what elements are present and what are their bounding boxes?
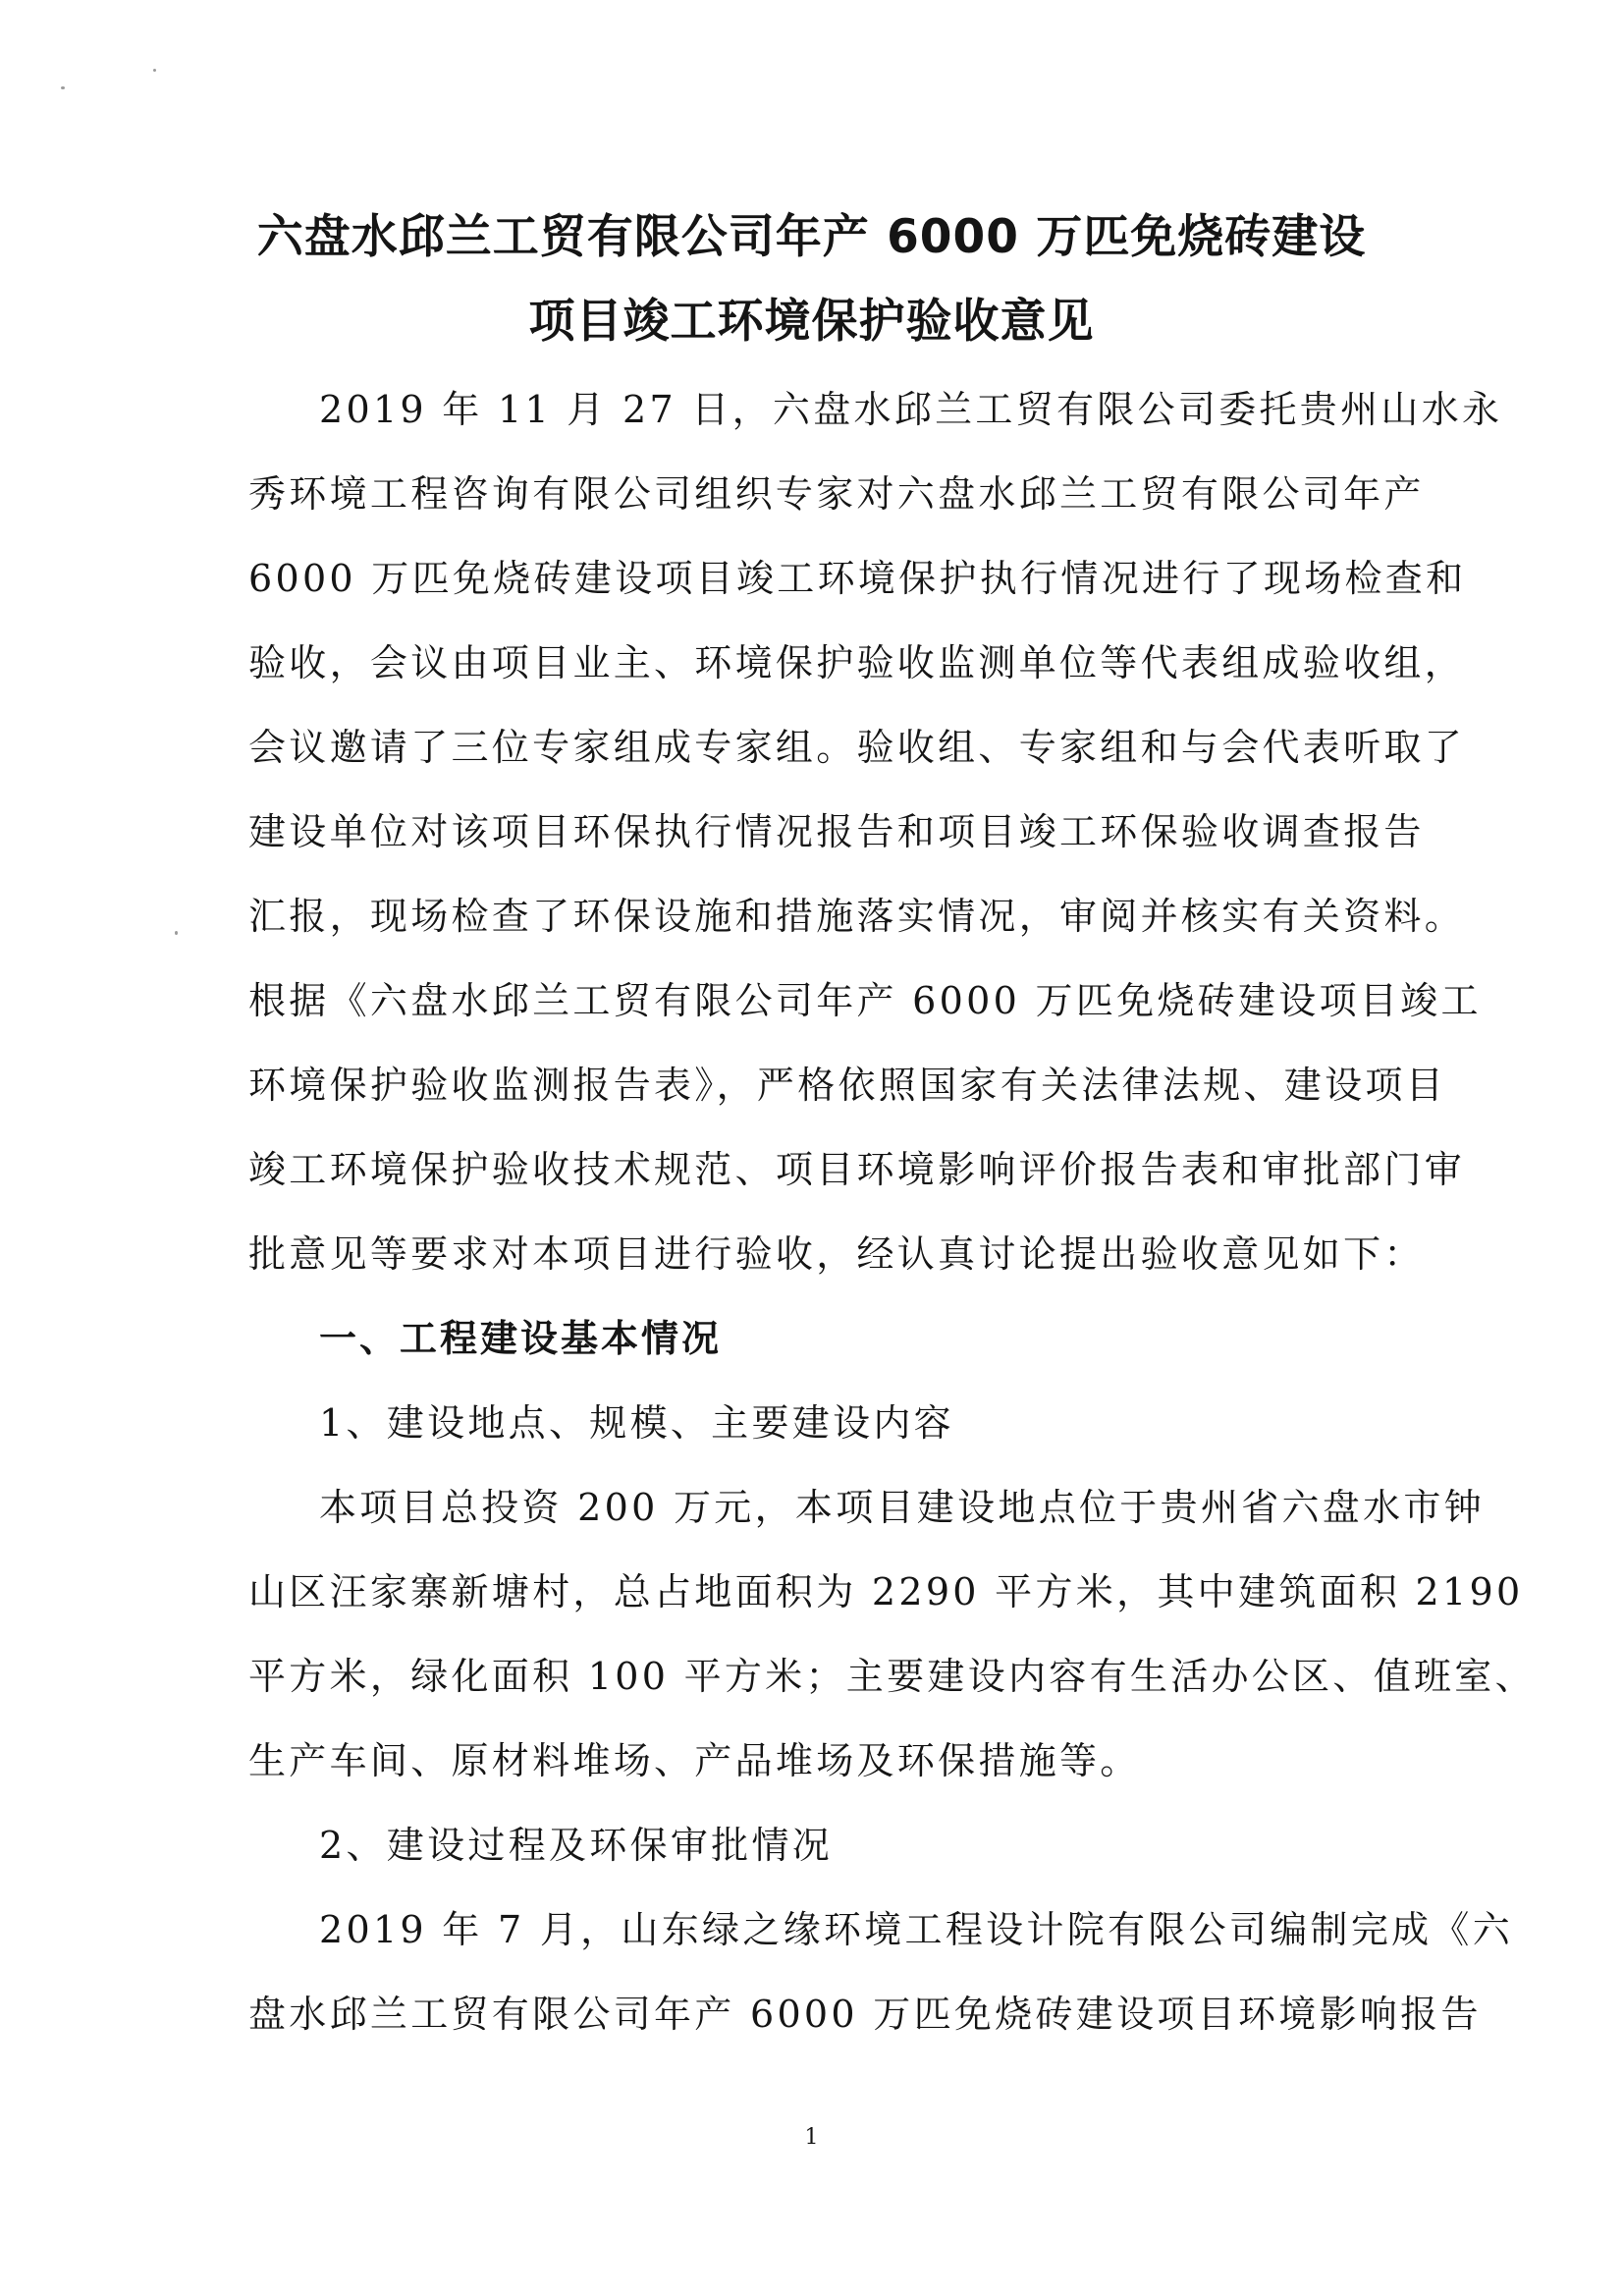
paragraph-2-line-2: 山区汪家寨新塘村，总占地面积为 2290 平方米，其中建筑面积 2190	[248, 1570, 1524, 1613]
section-heading: 一、工程建设基本情况	[319, 1317, 723, 1360]
paragraph-1-line-2: 秀环境工程咨询有限公司组织专家对六盘水邱兰工贸有限公司年产	[248, 472, 1425, 516]
paragraph-2-line-4: 生产车间、原材料堆场、产品堆场及环保措施等。	[248, 1739, 1141, 1782]
scan-speck	[175, 931, 178, 935]
page-number: 1	[804, 2125, 819, 2150]
paragraph-2-line-3: 平方米，绿化面积 100 平方米；主要建设内容有生活办公区、值班室、	[248, 1655, 1536, 1698]
scan-speck	[153, 69, 156, 72]
paragraph-3-line-2: 盘水邱兰工贸有限公司年产 6000 万匹免烧砖建设项目环境影响报告	[248, 1993, 1482, 2036]
paragraph-1-line-7: 汇报，现场检查了环保设施和措施落实情况，审阅并核实有关资料。	[248, 895, 1466, 938]
paragraph-1-line-8: 根据《六盘水邱兰工贸有限公司年产 6000 万匹免烧砖建设项目竣工	[248, 979, 1482, 1022]
subsection-heading: 1、建设地点、规模、主要建设内容	[319, 1401, 954, 1445]
paragraph-2-line-1: 本项目总投资 200 万元，本项目建设地点位于贵州省六盘水市钟	[319, 1486, 1485, 1529]
paragraph-1-line-4: 验收，会议由项目业主、环境保护验收监测单位等代表组成验收组，	[248, 641, 1466, 684]
document-title-line-2: 项目竣工环境保护验收意见	[528, 295, 1095, 349]
paragraph-1-line-10: 竣工环境保护验收技术规范、项目环境影响评价报告表和审批部门审	[248, 1148, 1466, 1191]
paragraph-1-line-3: 6000 万匹免烧砖建设项目竣工环境保护执行情况进行了现场检查和	[248, 557, 1467, 600]
paragraph-1-line-1: 2019 年 11 月 27 日，六盘水邱兰工贸有限公司委托贵州山水永	[319, 388, 1503, 431]
paragraph-1-line-6: 建设单位对该项目环保执行情况报告和项目竣工环保验收调查报告	[248, 810, 1425, 853]
paragraph-1-line-11: 批意见等要求对本项目进行验收，经认真讨论提出验收意见如下：	[248, 1232, 1425, 1276]
subsection-heading: 2、建设过程及环保审批情况	[319, 1824, 834, 1867]
paragraph-3-line-1: 2019 年 7 月，山东绿之缘环境工程设计院有限公司编制完成《六	[319, 1908, 1514, 1951]
document-title-line-1: 六盘水邱兰工贸有限公司年产 6000 万匹免烧砖建设	[256, 210, 1367, 264]
paragraph-1-line-9: 环境保护验收监测报告表》，严格依照国家有关法律法规、建设项目	[248, 1064, 1447, 1107]
paragraph-1-line-5: 会议邀请了三位专家组成专家组。验收组、专家组和与会代表听取了	[248, 726, 1466, 769]
scan-speck	[61, 86, 65, 89]
